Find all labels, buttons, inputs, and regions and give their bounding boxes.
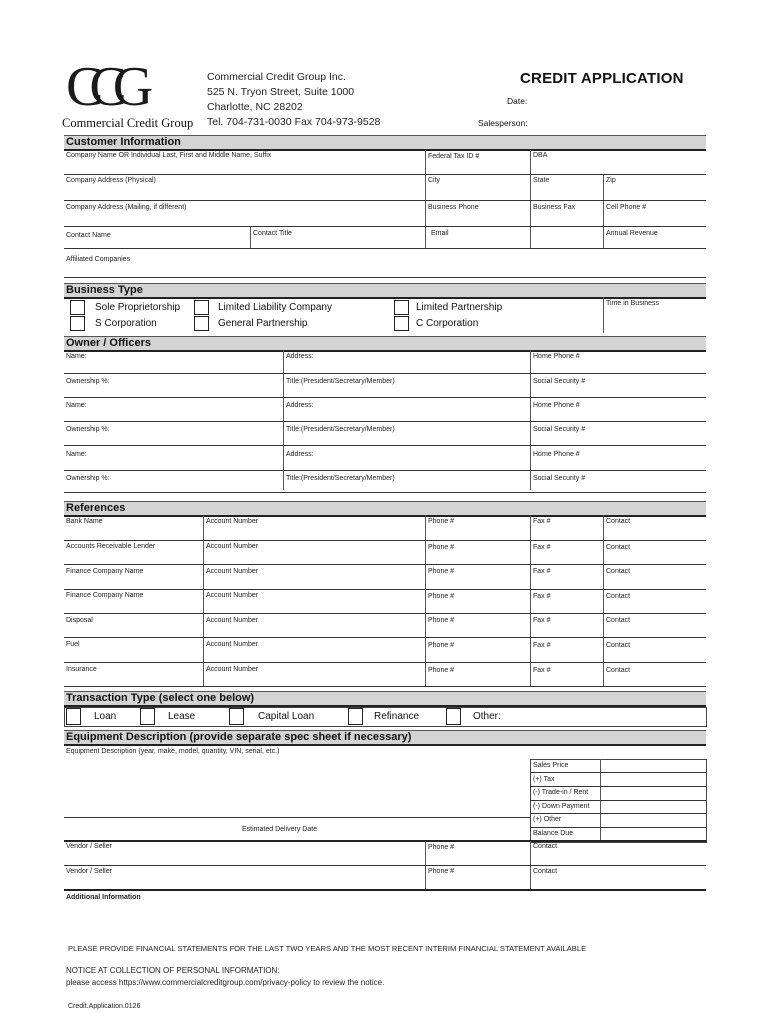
references-heading: References [64,501,706,517]
company-logo [62,57,202,135]
state-field[interactable]: State [533,177,550,184]
form-title: CREDIT APPLICATION [520,70,684,87]
general-partnership-label: General Partnership [218,318,308,329]
row-line [64,200,706,201]
other-label: Other: [473,711,501,722]
capital-loan-label: Capital Loan [258,711,315,722]
llc-label: Limited Liability Company [218,302,332,313]
ref-fuel-field[interactable]: Fuel [66,641,80,648]
owner3-ownership-field[interactable]: Ownership %: [66,475,110,482]
owner3-name-field[interactable]: Name: [66,451,87,458]
divider [603,174,604,248]
owner2-home-phone-field[interactable]: Home Phone # [533,402,580,409]
privacy-notice-heading: NOTICE AT COLLECTION OF PERSONAL INFORMATION: [66,966,280,975]
trade-in-label: (-) Trade-in / Rent [533,789,589,796]
ref-account-number-field[interactable]: Account Number [206,641,259,648]
ref-disposal-field[interactable]: Disposal [66,617,93,624]
equipment-heading: Equipment Description (provide separate spec sheet if necessary) [64,730,706,746]
divider [530,350,531,490]
sales-price-label: Sales Price [533,762,569,769]
s-corporation-label: S Corporation [95,318,157,329]
ref-account-number-field[interactable]: Account Number [206,568,259,575]
contact-title-field[interactable]: Contact Title [253,230,292,237]
ref-account-number-field[interactable]: Account Number [206,543,259,550]
other-input[interactable] [505,709,700,723]
owner1-ssn-field[interactable]: Social Security # [533,378,586,385]
company-city: Charlotte, NC 28202 [207,101,303,113]
ref-account-number-field[interactable]: Account Number [206,666,259,673]
ref-contact-field[interactable]: Contact [606,518,631,525]
row-line [64,248,706,249]
ref-phone-field[interactable]: Phone # [428,642,455,649]
date-field[interactable] [535,94,705,106]
row-line [64,492,706,493]
row-line [64,662,706,663]
affiliated-companies-field[interactable]: Affiliated Companies [66,256,131,263]
privacy-policy-link[interactable]: please access https://www.commercialcreditgroup.com/privacy-policy to review the notice. [66,978,385,987]
vendor-phone-field[interactable]: Phone # [428,868,455,875]
owner3-ssn-field[interactable]: Social Security # [533,475,586,482]
ref-contact-field[interactable]: Contact [606,667,631,674]
estimated-delivery-field[interactable]: Estimated Delivery Date [242,826,318,833]
divider [283,350,284,490]
logo-monogram: CCG [66,56,140,118]
business-phone-field[interactable]: Business Phone [428,204,479,211]
owner1-ownership-field[interactable]: Ownership %: [66,378,110,385]
divider [425,150,426,248]
owner3-address-field[interactable]: Address: [286,451,314,458]
additional-info-field[interactable]: Additional Information [66,894,141,901]
owner3-home-phone-field[interactable]: Home Phone # [533,451,580,458]
ref-account-number-field[interactable]: Account Number [206,592,259,599]
owner2-ownership-field[interactable]: Ownership %: [66,426,110,433]
financial-statements-notice: PLEASE PROVIDE FINANCIAL STATEMENTS FOR THE LAST TWO YEARS AND THE MOST RECENT INTERIM FINANCIAL STATEMENT AVAILABLE [68,944,587,953]
ref-fax-field[interactable]: Fax # [533,593,551,600]
salesperson-field[interactable] [530,116,705,128]
zip-field[interactable]: Zip [606,177,616,184]
ref-fax-field[interactable]: Fax # [533,544,551,551]
row-line [530,813,706,814]
vendor-contact-field[interactable]: Contact [533,868,558,875]
row-line [64,540,706,541]
company-street: 525 N. Tryon Street, Suite 1000 [207,86,355,98]
row-line [530,772,706,773]
row-line [64,397,706,398]
ref-ar-lender-field[interactable]: Accounts Receivable Lender [66,543,156,550]
company-name: Commercial Credit Group Inc. [207,71,346,83]
refinance-checkbox[interactable] [348,708,363,725]
customer-info-heading: Customer Information [64,135,706,151]
contact-name-field[interactable]: Contact Name [66,232,111,239]
capital-loan-checkbox[interactable] [229,708,244,725]
federal-tax-field[interactable]: Federal Tax ID # [428,153,480,160]
row-line [64,840,706,842]
business-fax-field[interactable]: Business Fax [533,204,576,211]
down-payment-label: (-) Down Payment [533,803,590,810]
ref-contact-field[interactable]: Contact [606,642,631,649]
form-identifier: Credit.Application.0126 [68,1003,141,1010]
email-field[interactable]: Email [431,230,449,237]
ref-phone-field[interactable]: Phone # [428,617,455,624]
owner2-name-field[interactable]: Name: [66,402,87,409]
loan-label: Loan [94,711,117,722]
ref-phone-field[interactable]: Phone # [428,667,455,674]
tax-label: (+) Tax [533,776,555,783]
ref-account-number-field[interactable]: Account Number [206,518,259,525]
transaction-type-heading: Transaction Type (select one below) [64,691,706,707]
row-line [530,786,706,787]
row-line [64,277,706,278]
row-line [64,686,706,687]
owner2-ssn-field[interactable]: Social Security # [533,426,586,433]
balance-due-input[interactable] [602,828,704,840]
address-mailing-field[interactable]: Company Address (Mailing, if different) [66,204,187,211]
ref-account-number-field[interactable]: Account Number [206,617,259,624]
owner1-name-field[interactable]: Name: [66,353,87,360]
row-line [64,613,706,614]
ref-contact-field[interactable]: Contact [606,568,631,575]
ref-phone-field[interactable]: Phone # [428,568,455,575]
c-corporation-label: C Corporation [416,318,479,329]
ref-contact-field[interactable]: Contact [606,544,631,551]
row-line [64,421,706,422]
date-label: Date: [507,96,528,106]
ref-phone-field[interactable]: Phone # [428,593,455,600]
row-line [64,865,706,866]
ref-contact-field[interactable]: Contact [606,593,631,600]
owner2-title-field[interactable]: Title:(President/Secretary/Member) [286,426,395,433]
ref-phone-field[interactable]: Phone # [428,544,455,551]
dba-field[interactable]: DBA [533,152,548,159]
lease-checkbox[interactable] [140,708,155,725]
row-line [64,226,706,227]
ref-fax-field[interactable]: Fax # [533,667,551,674]
s-corporation-checkbox[interactable] [70,316,85,331]
sole-proprietorship-checkbox[interactable] [70,300,85,315]
refinance-label: Refinance [374,711,420,722]
ref-bank-name-field[interactable]: Bank Name [66,518,103,525]
owner2-address-field[interactable]: Address: [286,402,314,409]
sales-price-input[interactable] [602,760,704,772]
row-line [64,889,706,891]
row-line [64,564,706,565]
logo-wordmark: Commercial Credit Group [62,116,194,130]
vendor-seller-field[interactable]: Vendor / Seller [66,843,112,850]
divider [603,297,604,333]
lease-label: Lease [168,711,196,722]
loan-checkbox[interactable] [66,708,81,725]
owner3-title-field[interactable]: Title:(President/Secretary/Member) [286,475,395,482]
row-line [64,373,706,374]
annual-revenue-field[interactable]: Annual Revenue [606,230,658,237]
city-field[interactable]: City [428,177,441,184]
sole-proprietorship-label: Sole Proprietorship [95,302,181,313]
cell-phone-field[interactable]: Cell Phone # [606,204,647,211]
owner1-title-field[interactable]: Title:(President/Secretary/Member) [286,378,395,385]
other-checkbox[interactable] [446,708,461,725]
ref-finance-company-field[interactable]: Finance Company Name [66,568,144,575]
business-type-heading: Business Type [64,283,706,299]
salesperson-label: Salesperson: [478,118,528,128]
company-name-field[interactable]: Company Name OR Individual Last, First and Middle Name, Suffix [66,152,272,159]
ref-fax-field[interactable]: Fax # [533,518,551,525]
limited-partnership-checkbox[interactable] [394,300,409,315]
row-line [64,470,706,471]
owner1-address-field[interactable]: Address: [286,353,314,360]
time-in-business-field[interactable]: Time in Business [606,300,660,307]
row-line [64,589,706,590]
address-physical-field[interactable]: Company Address (Physical) [66,177,156,184]
row-line [64,637,706,638]
balance-due-label: Balance Due [533,830,574,837]
ref-fax-field[interactable]: Fax # [533,568,551,575]
vendor-contact-field[interactable]: Contact [533,843,558,850]
row-line [64,174,706,175]
vendor-seller-field[interactable]: Vendor / Seller [66,868,112,875]
ref-phone-field[interactable]: Phone # [428,518,455,525]
vendor-phone-field[interactable]: Phone # [428,844,455,851]
owners-heading: Owner / Officers [64,336,706,352]
c-corporation-checkbox[interactable] [394,316,409,331]
ref-fax-field[interactable]: Fax # [533,617,551,624]
company-address-block [207,70,380,130]
divider [250,226,251,248]
general-partnership-checkbox[interactable] [194,316,209,331]
ref-fax-field[interactable]: Fax # [533,642,551,649]
limited-partnership-label: Limited Partnership [416,302,503,313]
equipment-description-field[interactable]: Equipment Description (year, make, model, quantity, VIN, serial, etc.) [66,748,280,755]
llc-checkbox[interactable] [194,300,209,315]
divider [530,150,531,248]
other-amount-label: (+) Other [533,816,562,823]
ref-contact-field[interactable]: Contact [606,617,631,624]
row-line [64,445,706,446]
ref-insurance-field[interactable]: Insurance [66,666,97,673]
row-line [64,817,530,818]
company-phone: Tel. 704-731-0030 Fax 704-973-9528 [207,116,381,128]
owner1-home-phone-field[interactable]: Home Phone # [533,353,580,360]
row-line [530,800,706,801]
ref-finance-company-field[interactable]: Finance Company Name [66,592,144,599]
